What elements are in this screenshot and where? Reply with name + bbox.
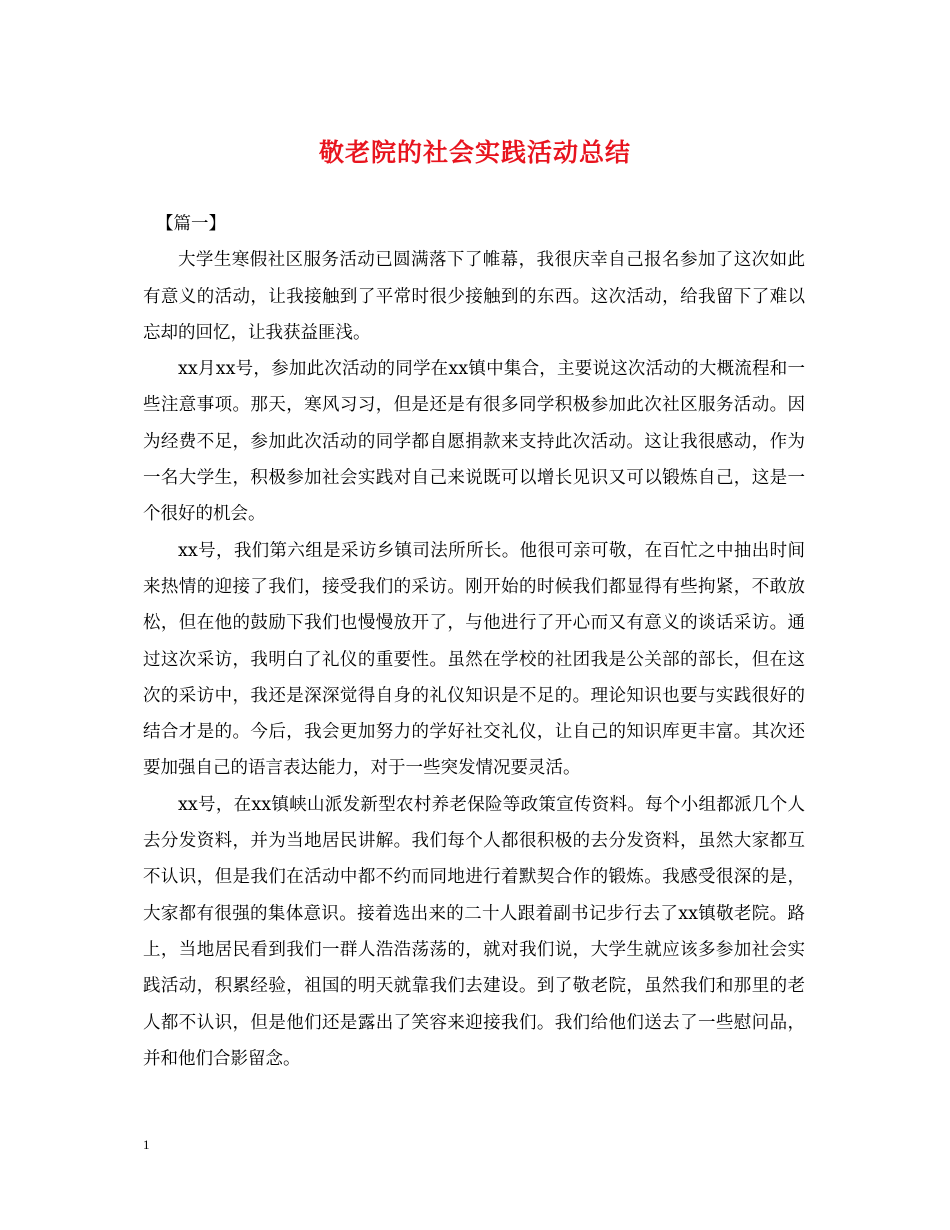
paragraph-3: xx号，我们第六组是采访乡镇司法所所长。他很可亲可敬，在百忙之中抽出时间来热情的迎接了我们，接受我们的采访。刚开始的时候我们都显得有些拘紧，不敢放松，但在他的鼓励下我们也慢慢放开了，与他进行了开心而又有意义的谈话采访。通过这次采访，我明白了礼仪的重要性。虽然在学校的社团我是公关部的部长，但在这次的采访中，我还是深深觉得自身的礼仪知识是不足的。理论知识也要与实践很好的结合才是的。今后，我会更加努力的学好社交礼仪，让自己的知识库更丰富。其次还要加强自己的语言表达能力，对于一些突发情况要灵活。 <box>143 540 805 779</box>
paragraph-4: xx号，在xx镇峡山派发新型农村养老保险等政策宣传资料。每个小组都派几个人去分发资料，并为当地居民讲解。我们每个人都很积极的去分发资料，虽然大家都互不认识，但是我们在活动中都不约而同地进行着默契合作的锻炼。我感受很深的是，大家都有很强的集体意识。接着选出来的二十人跟着副书记步行去了xx镇敬老院。路上，当地居民看到我们一群人浩浩荡荡的，就对我们说，大学生就应该多参加社会实践活动，积累经验，祖国的明天就靠我们去建设。到了敬老院，虽然我们和那里的老人都不认识，但是他们还是露出了笑容来迎接我们。我们给他们送去了一些慰问品，并和他们合影留念。 <box>143 794 805 1069</box>
page-number: 1 <box>143 1137 150 1152</box>
paragraph-1: 大学生寒假社区服务活动已圆满落下了帷幕，我很庆幸自己报名参加了这次如此有意义的活动，让我接触到了平常时很少接触到的东西。这次活动，给我留下了难以忘却的回忆，让我获益匪浅。 <box>143 250 805 343</box>
document-body <box>143 206 805 1077</box>
section-label: 【篇一】 <box>156 214 226 234</box>
document-title: 敬老院的社会实践活动总结 <box>318 138 631 167</box>
paragraph-2: xx月xx号，参加此次活动的同学在xx镇中集合，主要说这次活动的大概流程和一些注意事项。那天，寒风习习，但是还是有很多同学积极参加此次社区服务活动。因为经费不足，参加此次活动的同学都自愿捐款来支持此次活动。这让我很感动，作为一名大学生，积极参加社会实践对自己来说既可以增长见识又可以锻炼自己，这是一个很好的机会。 <box>143 359 805 525</box>
